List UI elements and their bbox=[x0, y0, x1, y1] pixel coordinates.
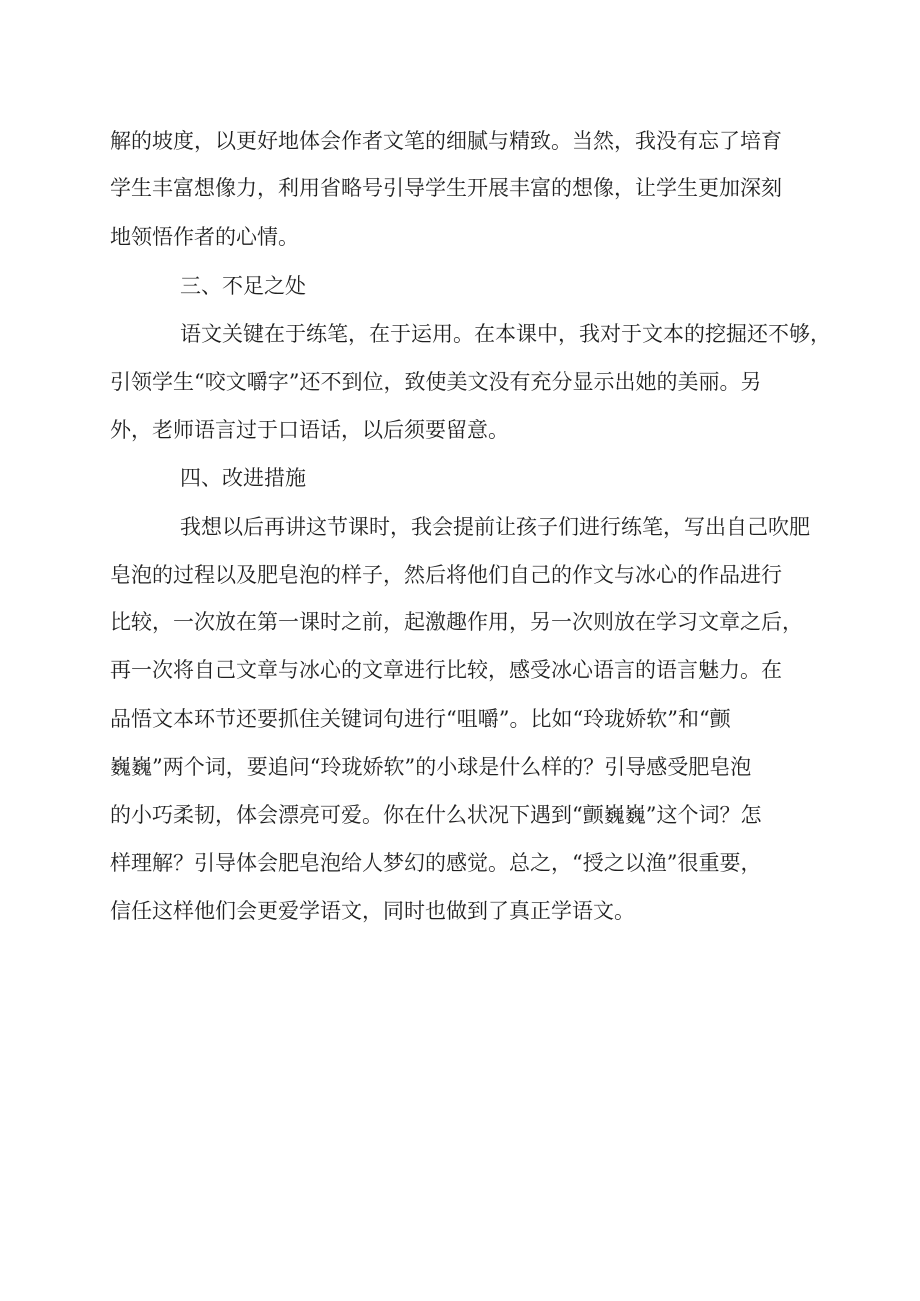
paragraph-3-line-1: 我想以后再讲这节课时，我会提前让孩子们进行练笔，写出自己吹肥 bbox=[180, 515, 810, 539]
section-heading-4: 四、改进措施 bbox=[180, 466, 306, 490]
paragraph-line bbox=[0, 126, 920, 156]
paragraph-3-line-3: 比较，一次放在第一课时之前，起激趣作用，另一次则放在学习文章之后， bbox=[110, 610, 803, 634]
section-heading-3: 三、不足之处 bbox=[180, 274, 306, 298]
paragraph-line bbox=[0, 222, 920, 252]
paragraph-line bbox=[0, 896, 920, 926]
paragraph-2-line-3: 外，老师语言过于口语话，以后须要留意。 bbox=[110, 418, 509, 442]
paragraph-line bbox=[0, 512, 920, 542]
paragraph-1-line-1: 解的坡度，以更好地体会作者文笔的细腻与精致。当然，我没有忘了培育 bbox=[110, 129, 782, 153]
paragraph-line bbox=[0, 367, 920, 397]
paragraph-3-line-7: 的小巧柔韧，体会漂亮可爱。你在什么状况下遇到“颤巍巍”这个词？怎 bbox=[110, 803, 762, 827]
paragraph-3-line-2: 皂泡的过程以及肥皂泡的样子，然后将他们自己的作文与冰心的作品进行 bbox=[110, 563, 782, 587]
paragraph-line bbox=[0, 560, 920, 590]
paragraph-1-line-2: 学生丰富想像力，利用省略号引导学生开展丰富的想像，让学生更加深刻 bbox=[110, 176, 782, 200]
paragraph-3-line-5: 品悟文本环节还要抓住关键词句进行“咀嚼”。比如“玲珑娇软”和“颤 bbox=[110, 707, 731, 731]
paragraph-3-line-4: 再一次将自己文章与冰心的文章进行比较，感受冰心语言的语言魅力。在 bbox=[110, 658, 782, 682]
section-heading bbox=[0, 463, 920, 493]
section-heading bbox=[0, 271, 920, 301]
paragraph-3-line-6: 巍巍”两个词，要追问“玲珑娇软”的小球是什么样的？引导感受肥皂泡 bbox=[110, 755, 752, 779]
paragraph-1-line-3: 地领悟作者的心情。 bbox=[110, 225, 299, 249]
paragraph-line bbox=[0, 415, 920, 445]
paragraph-2-line-1: 语文关键在于练笔，在于运用。在本课中，我对于文本的挖掘还不够， bbox=[180, 322, 831, 346]
paragraph-line bbox=[0, 800, 920, 830]
paragraph-line bbox=[0, 752, 920, 782]
paragraph-3-line-9: 信任这样他们会更爱学语文，同时也做到了真正学语文。 bbox=[110, 899, 635, 923]
paragraph-line bbox=[0, 173, 920, 203]
paragraph-line bbox=[0, 704, 920, 734]
paragraph-line bbox=[0, 848, 920, 878]
paragraph-line bbox=[0, 607, 920, 637]
paragraph-line bbox=[0, 655, 920, 685]
paragraph-line bbox=[0, 319, 920, 349]
paragraph-2-line-2: 引领学生“咬文嚼字”还不到位，致使美文没有充分显示出她的美丽。另 bbox=[110, 370, 762, 394]
paragraph-3-line-8: 样理解？引导体会肥皂泡给人梦幻的感觉。总之，“授之以渔”很重要， bbox=[110, 851, 762, 875]
